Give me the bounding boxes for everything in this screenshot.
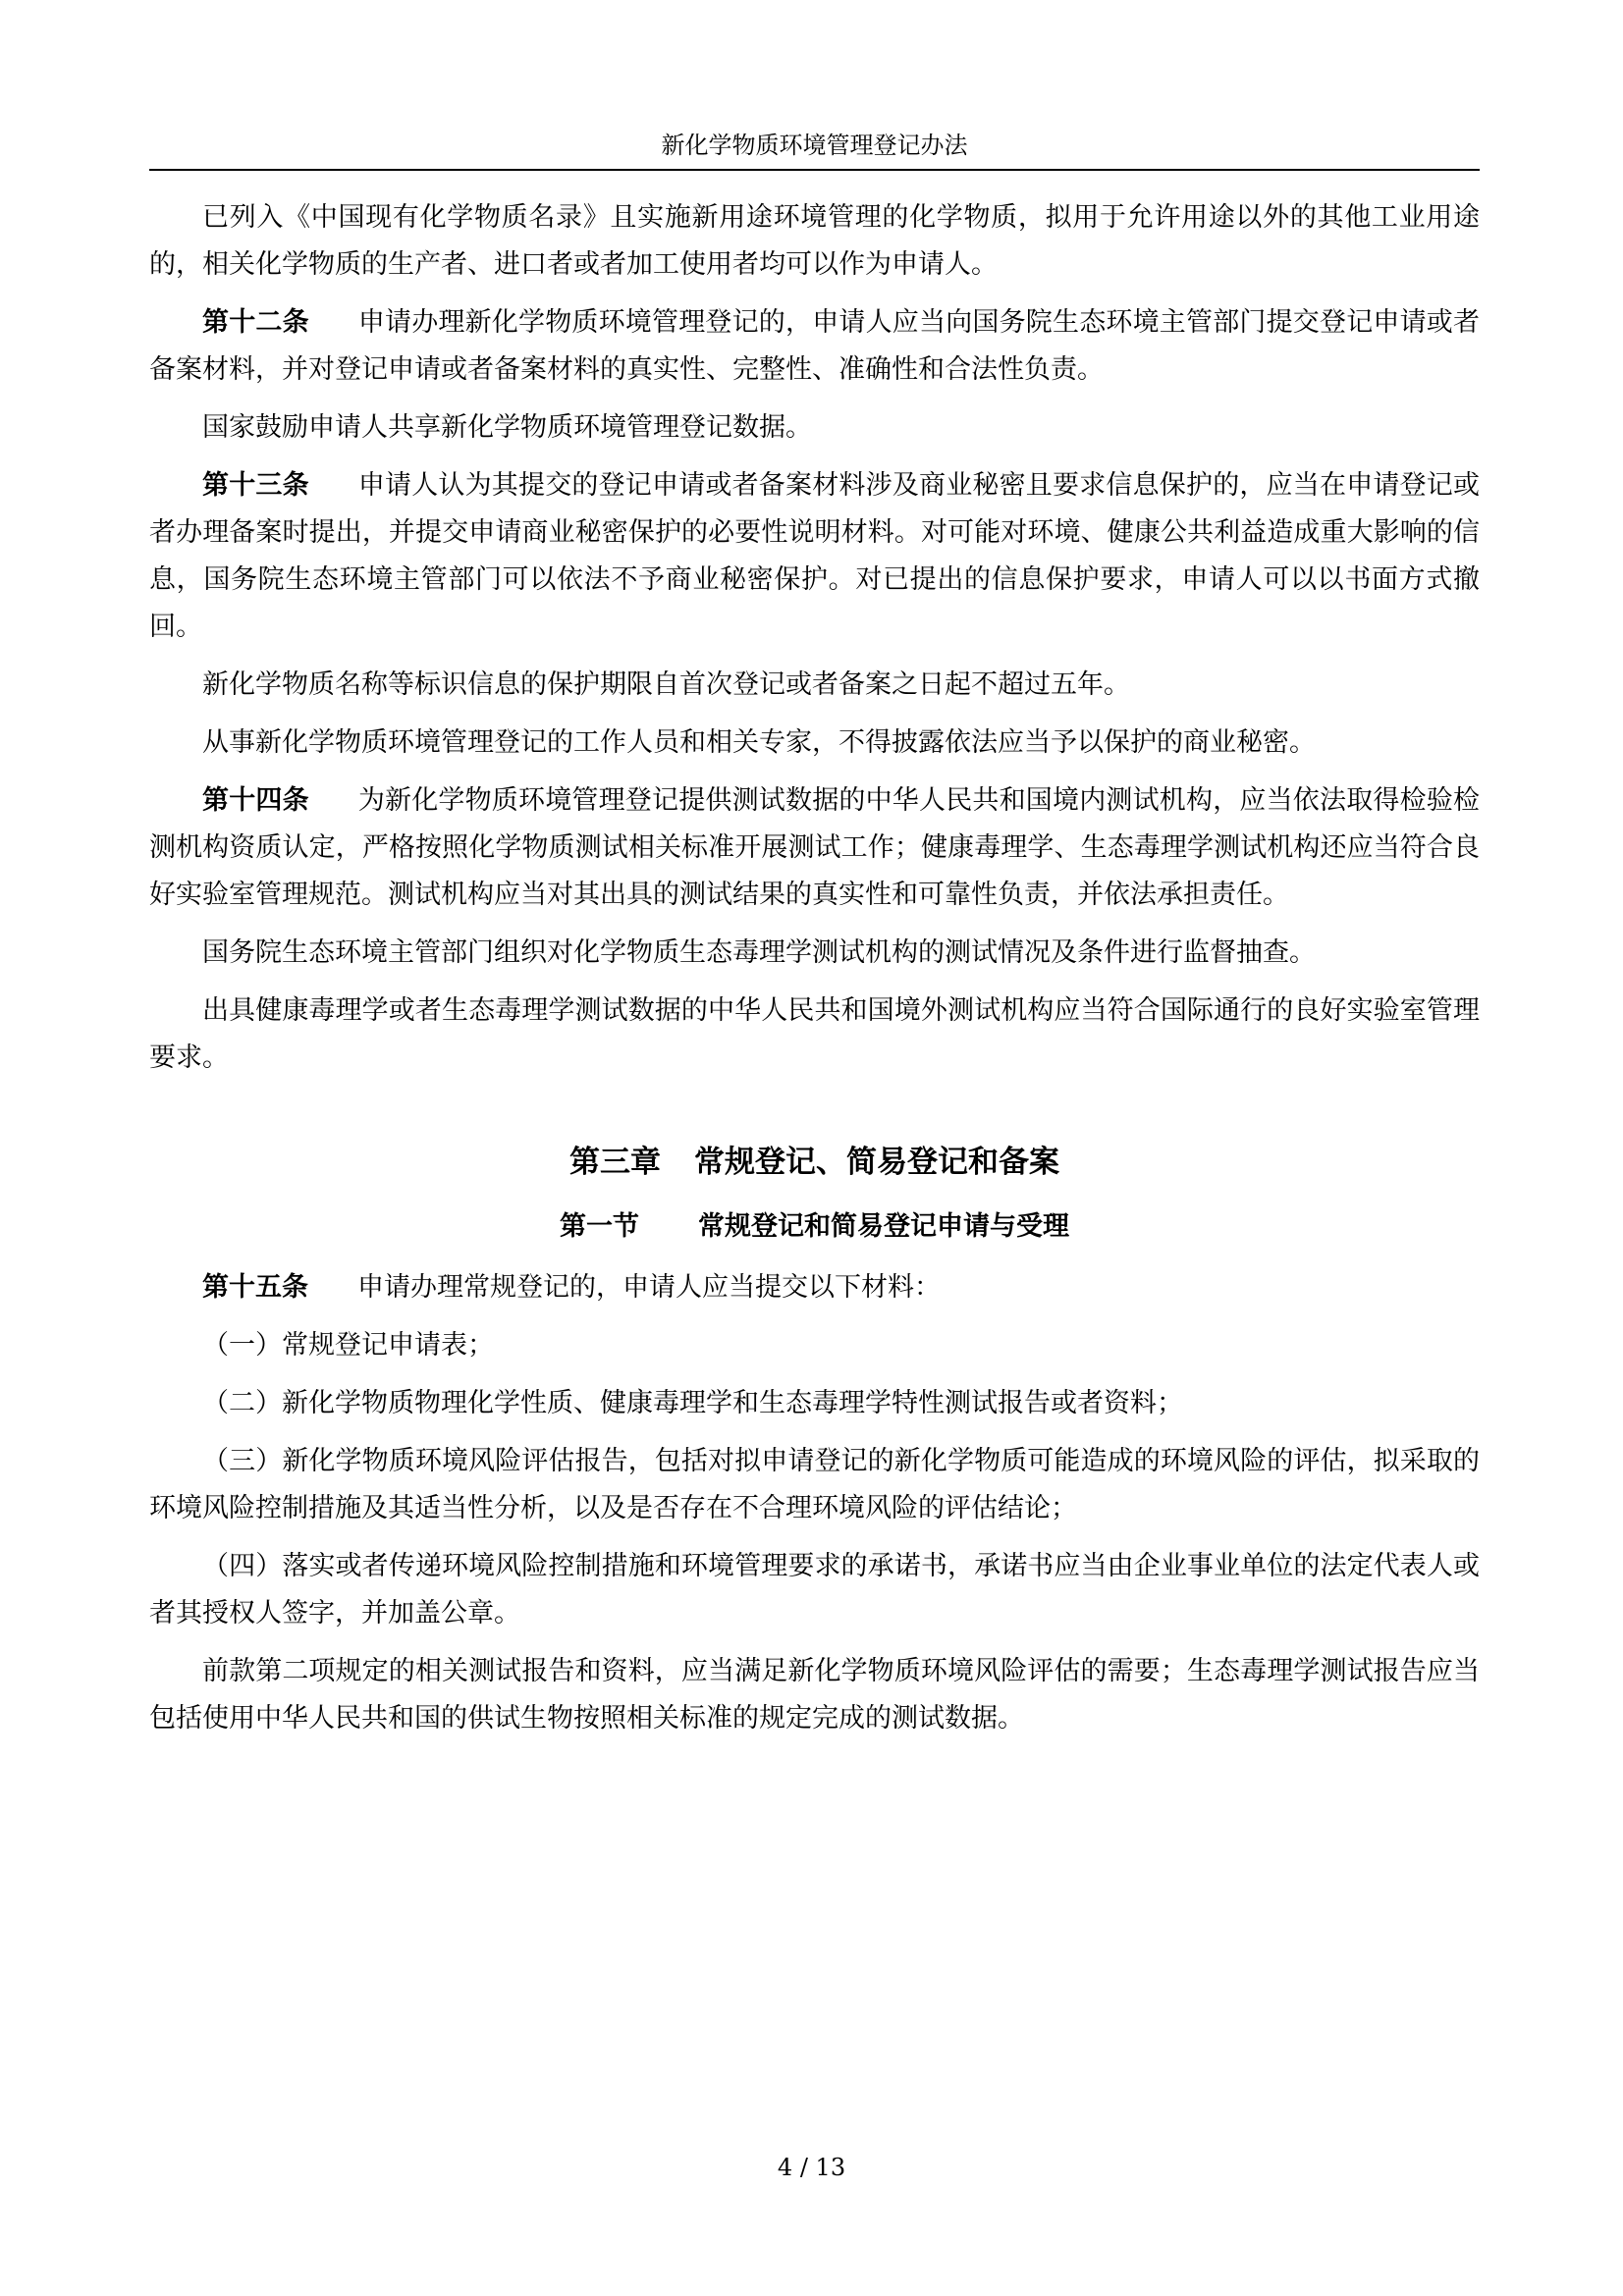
list-item (149, 1380, 1480, 1427)
article-label: 第十二条 (202, 307, 309, 338)
paragraph (149, 462, 1480, 651)
paragraph (149, 1648, 1480, 1742)
section-title: 常规登记和简易登记申请与受理 (698, 1211, 1069, 1242)
paragraph-text: 申请办理常规登记的，申请人应当提交以下材料： (357, 1272, 941, 1303)
header-rule (149, 169, 1480, 171)
paragraph (149, 404, 1480, 452)
chapter-title: 常规登记、简易登记和备案 (694, 1145, 1059, 1180)
list-item (149, 1322, 1480, 1369)
paragraph-text: （三）新化学物质环境风险评估报告，包括对拟申请登记的新化学物质可能造成的环境风险的评估，拟采取的环境风险控制措施及其适当性分析，以及是否存在不合理环境风险的评估结论； (149, 1446, 1480, 1523)
total-pages: 13 (815, 2154, 846, 2181)
paragraph (149, 662, 1480, 709)
article-label: 第十三条 (202, 470, 309, 501)
document-body (149, 194, 1480, 1753)
paragraph (149, 1264, 1480, 1311)
list-item (149, 1543, 1480, 1637)
chapter-number: 第三章 (569, 1145, 661, 1180)
paragraph-text: 为新化学物质环境管理登记提供测试数据的中华人民共和国境内测试机构，应当依法取得检验检测机构资质认定，严格按照化学物质测试相关标准开展测试工作；健康毒理学、生态毒理学测试机构还应当符合良好实验室管理规范。测试机构应当对其出具的测试结果的真实性和可靠性负责，并依法承担责任。 (149, 785, 1481, 910)
paragraph-text: 前款第二项规定的相关测试报告和资料，应当满足新化学物质环境风险评估的需要；生态毒理学测试报告应当包括使用中华人民共和国的供试生物按照相关标准的规定完成的测试数据。 (149, 1656, 1480, 1734)
paragraph-text: （四）落实或者传递环境风险控制措施和环境管理要求的承诺书，承诺书应当由企业事业单位的法定代表人或者其授权人签字，并加盖公章。 (149, 1551, 1480, 1629)
page-number: 4 (777, 2154, 793, 2181)
paragraph-text: 国务院生态环境主管部门组织对化学物质生态毒理学测试机构的测试情况及条件进行监督抽查。 (202, 937, 1316, 968)
article-label: 第十五条 (202, 1272, 308, 1303)
running-header (149, 130, 1480, 161)
list-item (149, 1438, 1480, 1532)
paragraph (149, 777, 1480, 919)
section-heading (149, 1203, 1480, 1251)
paragraph-text: 国家鼓励申请人共享新化学物质环境管理登记数据。 (202, 412, 812, 443)
page-footer (0, 2152, 1623, 2183)
paragraph (149, 194, 1480, 289)
paragraph-text: （二）新化学物质物理化学性质、健康毒理学和生态毒理学特性测试报告或者资料； (202, 1388, 1183, 1418)
chapter-heading (149, 1139, 1480, 1186)
paragraph-text: 从事新化学物质环境管理登记的工作人员和相关专家，不得披露依法应当予以保护的商业秘密。 (202, 727, 1316, 758)
article-label: 第十四条 (202, 785, 309, 816)
paragraph (149, 299, 1480, 394)
page-separator: / (799, 2154, 808, 2181)
paragraph-text: 新化学物质名称等标识信息的保护期限自首次登记或者备案之日起不超过五年。 (202, 669, 1130, 700)
paragraph (149, 930, 1480, 977)
paragraph (149, 988, 1480, 1082)
paragraph-text: 出具健康毒理学或者生态毒理学测试数据的中华人民共和国境外测试机构应当符合国际通行的良好实验室管理要求。 (149, 995, 1480, 1073)
paragraph-text: 已列入《中国现有化学物质名录》且实施新用途环境管理的化学物质，拟用于允许用途以外的其他工业用途的，相关化学物质的生产者、进口者或者加工使用者均可以作为申请人。 (149, 202, 1480, 280)
header-title: 新化学物质环境管理登记办法 (661, 132, 968, 159)
article-group-1 (149, 194, 1480, 1082)
article-group-2 (149, 1264, 1480, 1742)
paragraph-text: 申请办理新化学物质环境管理登记的，申请人应当向国务院生态环境主管部门提交登记申请或者备案材料，并对登记申请或者备案材料的真实性、完整性、准确性和合法性负责。 (149, 307, 1481, 385)
paragraph-text: （一）常规登记申请表； (202, 1330, 494, 1361)
section-number: 第一节 (560, 1211, 639, 1242)
paragraph-text: 申请人认为其提交的登记申请或者备案材料涉及商业秘密且要求信息保护的，应当在申请登记或者办理备案时提出，并提交申请商业秘密保护的必要性说明材料。对可能对环境、健康公共利益造成重大影响的信息，国务院生态环境主管部门可以依法不予商业秘密保护。对已提出的信息保护要求，申请人可以以书面方式撤回。 (149, 470, 1481, 642)
paragraph (149, 720, 1480, 767)
